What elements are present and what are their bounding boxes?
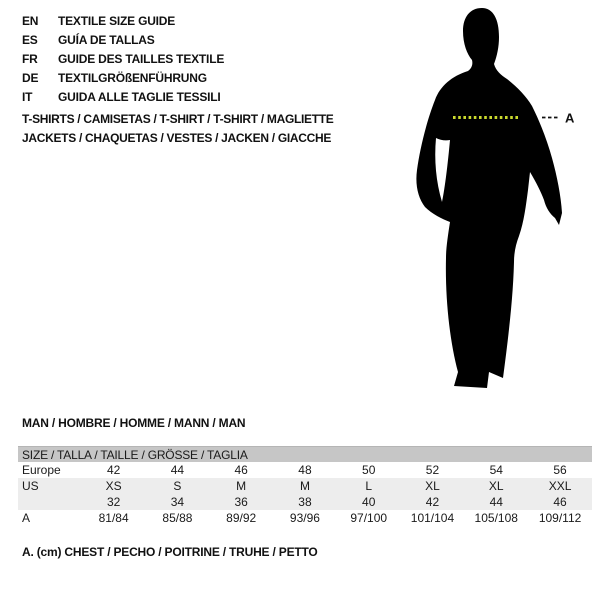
language-row (22, 31, 224, 50)
size-table-header-row (18, 447, 592, 463)
language-code: DE (22, 71, 39, 85)
size-cell: 40 (362, 495, 376, 509)
language-row (22, 88, 224, 107)
language-code: EN (22, 14, 39, 28)
size-cell: XXL (548, 479, 572, 493)
man-silhouette (416, 8, 562, 388)
size-cell: 56 (553, 463, 567, 477)
language-code: IT (22, 90, 33, 104)
language-guide-title: GUIDE DES TAILLES TEXTILE (58, 52, 225, 66)
size-cell: 81/84 (98, 511, 129, 525)
language-guide-title: GUÍA DE TALLAS (58, 33, 155, 47)
language-guide-title: TEXTILGRÖßENFÜHRUNG (58, 71, 207, 85)
language-row (22, 69, 224, 88)
size-cell: 42 (425, 495, 440, 509)
size-cell: 97/100 (350, 511, 388, 525)
size-cell: 44 (489, 495, 503, 509)
category-line-tshirts: T-SHIRTS / CAMISETAS / T-SHIRT / T-SHIRT / MAGLIETTE (22, 112, 334, 126)
language-guide-title: GUIDA ALLE TAGLIE TESSILI (58, 90, 221, 104)
category-lines (22, 110, 334, 147)
size-cell: 85/88 (162, 511, 193, 525)
size-cell: XL (425, 479, 440, 493)
size-cell: 36 (234, 495, 248, 509)
size-cell: 42 (106, 463, 121, 477)
language-code: FR (22, 52, 38, 66)
man-figure (390, 0, 600, 410)
size-table-header: SIZE / TALLA / TAILLE / GRÖSSE / TAGLIA (22, 447, 248, 462)
size-cell: 109/112 (538, 511, 582, 525)
language-guide-title: TEXTILE SIZE GUIDE (58, 14, 176, 28)
measurement-footnote: A. (cm) CHEST / PECHO / POITRINE / TRUHE / PETTO (22, 545, 318, 559)
size-cell: 52 (425, 463, 440, 477)
size-cell: XL (488, 479, 504, 493)
size-cell: 38 (298, 495, 312, 509)
size-cell: 101/104 (410, 511, 455, 525)
row-label (18, 494, 82, 510)
row-label: US (22, 479, 39, 493)
size-cell: 46 (234, 463, 248, 477)
size-cell: XS (105, 479, 122, 493)
language-list (22, 12, 224, 107)
size-cell: S (173, 479, 182, 493)
size-table (18, 446, 592, 526)
measure-label: A (565, 110, 575, 126)
size-cell: 48 (298, 463, 312, 477)
size-cell: 54 (489, 463, 503, 477)
size-cell: 32 (106, 495, 121, 509)
table-row (18, 494, 592, 510)
size-cell: 105/108 (474, 511, 518, 525)
language-row (22, 12, 224, 31)
size-table-body (18, 462, 592, 526)
language-row (22, 50, 224, 69)
category-line-jackets: JACKETS / CHAQUETAS / VESTES / JACKEN / GIACCHE (22, 130, 332, 145)
row-label: A (22, 511, 31, 525)
size-cell: M (236, 479, 247, 493)
size-cell: M (299, 479, 310, 493)
language-code: ES (22, 33, 38, 47)
size-cell: 34 (170, 495, 185, 509)
row-label: Europe (22, 463, 61, 477)
size-cell: 50 (362, 463, 376, 477)
size-cell: 46 (553, 495, 567, 509)
size-cell: 44 (170, 463, 185, 477)
table-row (18, 478, 592, 494)
table-row (18, 510, 592, 526)
table-row (18, 462, 592, 478)
size-cell: 89/92 (226, 511, 257, 525)
section-title-man: MAN / HOMBRE / HOMME / MANN / MAN (22, 416, 246, 430)
size-cell: L (365, 479, 373, 493)
size-cell: 93/96 (289, 511, 320, 525)
